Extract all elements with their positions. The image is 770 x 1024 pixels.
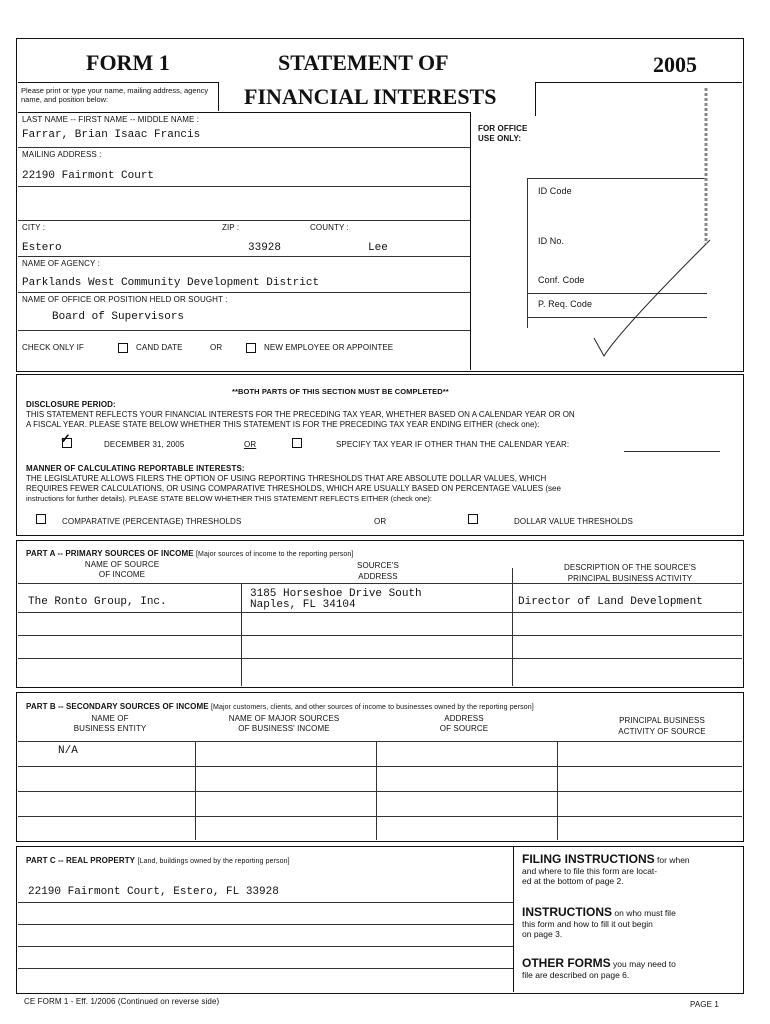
instr-head: INSTRUCTIONS [522, 905, 612, 919]
city-label: CITY : [22, 223, 46, 232]
part-a-row1-desc[interactable]: Director of Land Development [518, 596, 703, 608]
disclosure-section [16, 374, 744, 536]
manner-text-3: instructions for further details). PLEASE STATE BELOW WHETHER THIS STATEMENT REFLECTS EITHER (check one): [26, 494, 432, 503]
manner-text-1: THE LEGISLATURE ALLOWS FILERS THE OPTION OF USING REPORTING THRESHOLDS THAT ARE ABSOLUTE DOLLAR VALUES, WHICH [26, 474, 547, 483]
period-text-1: THIS STATEMENT REFLECTS YOUR FINANCIAL INTERESTS FOR THE PRECEDING TAX YEAR, WHETHER BASED ON A CALENDAR YEAR OR ON [26, 410, 575, 419]
dec31-check-mark: ✓ [60, 431, 71, 446]
filer-name[interactable]: Farrar, Brian Isaac Francis [22, 129, 201, 141]
part-a-subtitle: [Major sources of income to the reporting person] [195, 551, 354, 558]
disclosure-period-title: DISCLOSURE PERIOD: [26, 400, 116, 409]
comparative-label: COMPARATIVE (PERCENTAGE) THRESHOLDS [62, 517, 242, 526]
title-line1: STATEMENT OF [278, 50, 449, 75]
county-value[interactable]: Lee [368, 242, 388, 254]
form-year: 2005 [653, 52, 697, 77]
period-text-2: A FISCAL YEAR. PLEASE STATE BELOW WHETHER THIS STATEMENT IS FOR THE PRECEDING TAX YEAR ENDING EITHER (check one): [26, 420, 540, 429]
part-b-title-row [26, 702, 534, 711]
mailing-address[interactable]: 22190 Fairmont Court [22, 170, 155, 182]
part-b-col3-l1: ADDRESS [444, 714, 484, 723]
part-a-row1-address2[interactable]: Naples, FL 34104 [250, 599, 356, 611]
part-a-row1-name[interactable]: The Ronto Group, Inc. [28, 596, 167, 608]
zip-label: ZIP : [222, 223, 240, 232]
part-c-subtitle: [Land, buildings owned by the reporting person] [137, 858, 290, 865]
office-label: NAME OF OFFICE OR POSITION HELD OR SOUGHT : [22, 295, 228, 304]
manner-text-2: REQUIRES FEWER CALCULATIONS, OR USING COMPARATIVE THRESHOLDS, WHICH ARE USUALLY BASED ON PERCENTAGE VALUES (see [26, 484, 561, 493]
instr-line1: on who must file [614, 908, 676, 918]
zip-value[interactable]: 33928 [248, 242, 282, 254]
agency-value[interactable]: Parklands West Community Development District [22, 277, 320, 289]
specify-label: SPECIFY TAX YEAR IF OTHER THAN THE CALENDAR YEAR: [336, 440, 570, 449]
filing-line3: ed at the bottom of page 2. [522, 876, 624, 886]
office-use-title-2: USE ONLY: [478, 134, 522, 143]
address-label: MAILING ADDRESS : [22, 150, 102, 159]
footer-left: CE FORM 1 - Eff. 1/2006 (Continued on reverse side) [24, 997, 220, 1006]
instr-line3: on page 3. [522, 929, 563, 939]
manner-title: MANNER OF CALCULATING REPORTABLE INTERESTS: [26, 464, 245, 473]
dec31-label: DECEMBER 31, 2005 [104, 440, 185, 449]
or-label-3: OR [374, 517, 387, 526]
cand-date-checkbox[interactable] [118, 343, 128, 353]
part-a-col1-l1: NAME OF SOURCE [84, 560, 160, 569]
name-label: LAST NAME -- FIRST NAME -- MIDDLE NAME : [22, 115, 200, 124]
agency-label: NAME OF AGENCY : [22, 259, 100, 268]
part-a-col2-l1: SOURCE'S [357, 561, 399, 570]
part-b-col4-l2: ACTIVITY OF SOURCE [618, 727, 706, 736]
filing-line1: for when [657, 855, 690, 865]
filing-head: FILING INSTRUCTIONS [522, 852, 655, 866]
part-a-col3-l1: DESCRIPTION OF THE SOURCE'S [563, 563, 697, 572]
dollar-checkbox[interactable] [468, 514, 478, 524]
office-use-title: FOR OFFICE [478, 124, 528, 133]
who-must-file [522, 907, 736, 940]
p-req-code-label: P. Req. Code [538, 299, 593, 309]
cand-date-label: CAND DATE [136, 343, 183, 352]
part-a-col3-l2: PRINCIPAL BUSINESS ACTIVITY [567, 574, 693, 583]
part-b-col4-l1: PRINCIPAL BUSINESS [619, 716, 705, 725]
part-a-title: PART A -- PRIMARY SOURCES OF INCOME [26, 549, 194, 558]
other-line2: file are described on page 6. [522, 969, 630, 980]
filing-line2: and where to file this form are locat- [522, 865, 658, 876]
city-value[interactable]: Estero [22, 242, 62, 254]
title-line2: FINANCIAL INTERESTS [244, 84, 497, 109]
conf-code-label: Conf. Code [538, 275, 585, 285]
part-c-row1[interactable]: 22190 Fairmont Court, Estero, FL 33928 [28, 886, 279, 898]
filing-instructions [522, 854, 736, 887]
dollar-label: DOLLAR VALUE THRESHOLDS [514, 517, 633, 526]
form-number: FORM 1 [86, 50, 170, 75]
both-parts-note: **BOTH PARTS OF THIS SECTION MUST BE COMPLETED** [232, 387, 449, 396]
stamp-mark [696, 84, 716, 254]
other-forms [522, 958, 736, 980]
part-b-col3-l2: OF SOURCE [439, 724, 489, 733]
part-b-col2-l2: OF BUSINESS' INCOME [238, 724, 330, 733]
comparative-checkbox[interactable] [36, 514, 46, 524]
part-b-col1-l2: BUSINESS ENTITY [73, 724, 147, 733]
other-line1: you may need to [613, 959, 676, 969]
office-value[interactable]: Board of Supervisors [52, 311, 185, 323]
new-employee-checkbox[interactable] [246, 343, 256, 353]
other-head: OTHER FORMS [522, 956, 611, 970]
part-a-row1-address1[interactable]: 3185 Horseshoe Drive South [250, 588, 422, 600]
part-a-col1-l2: OF INCOME [98, 570, 146, 579]
part-c-title: PART C -- REAL PROPERTY [26, 856, 136, 865]
part-a-title-row [26, 549, 353, 558]
or-label: OR [210, 343, 223, 352]
instr-line2: this form and how to fill it out begin [522, 918, 653, 929]
check-only-label: CHECK ONLY IF [22, 343, 84, 352]
specify-checkbox[interactable] [292, 438, 302, 448]
part-b-col1-l1: NAME OF [91, 714, 129, 723]
part-b-col2-l1: NAME OF MAJOR SOURCES [228, 714, 340, 723]
print-note: Please print or type your name, mailing address, agency name, and position below: [21, 86, 209, 104]
id-no-label: ID No. [538, 236, 565, 246]
part-b-title: PART B -- SECONDARY SOURCES OF INCOME [26, 702, 209, 711]
footer-page: PAGE 1 [690, 1000, 719, 1009]
new-employee-label: NEW EMPLOYEE OR APPOINTEE [264, 343, 394, 352]
part-a-col2-l2: ADDRESS [358, 572, 398, 581]
county-label: COUNTY : [310, 223, 349, 232]
part-b-row1[interactable]: N/A [58, 745, 78, 757]
or-label-2: OR [244, 440, 257, 449]
part-c-title-row [26, 856, 290, 865]
id-code-label: ID Code [538, 186, 572, 196]
part-b-subtitle: [Major customers, clients, and other sources of income to businesses owned by the reporting person] [211, 704, 534, 711]
